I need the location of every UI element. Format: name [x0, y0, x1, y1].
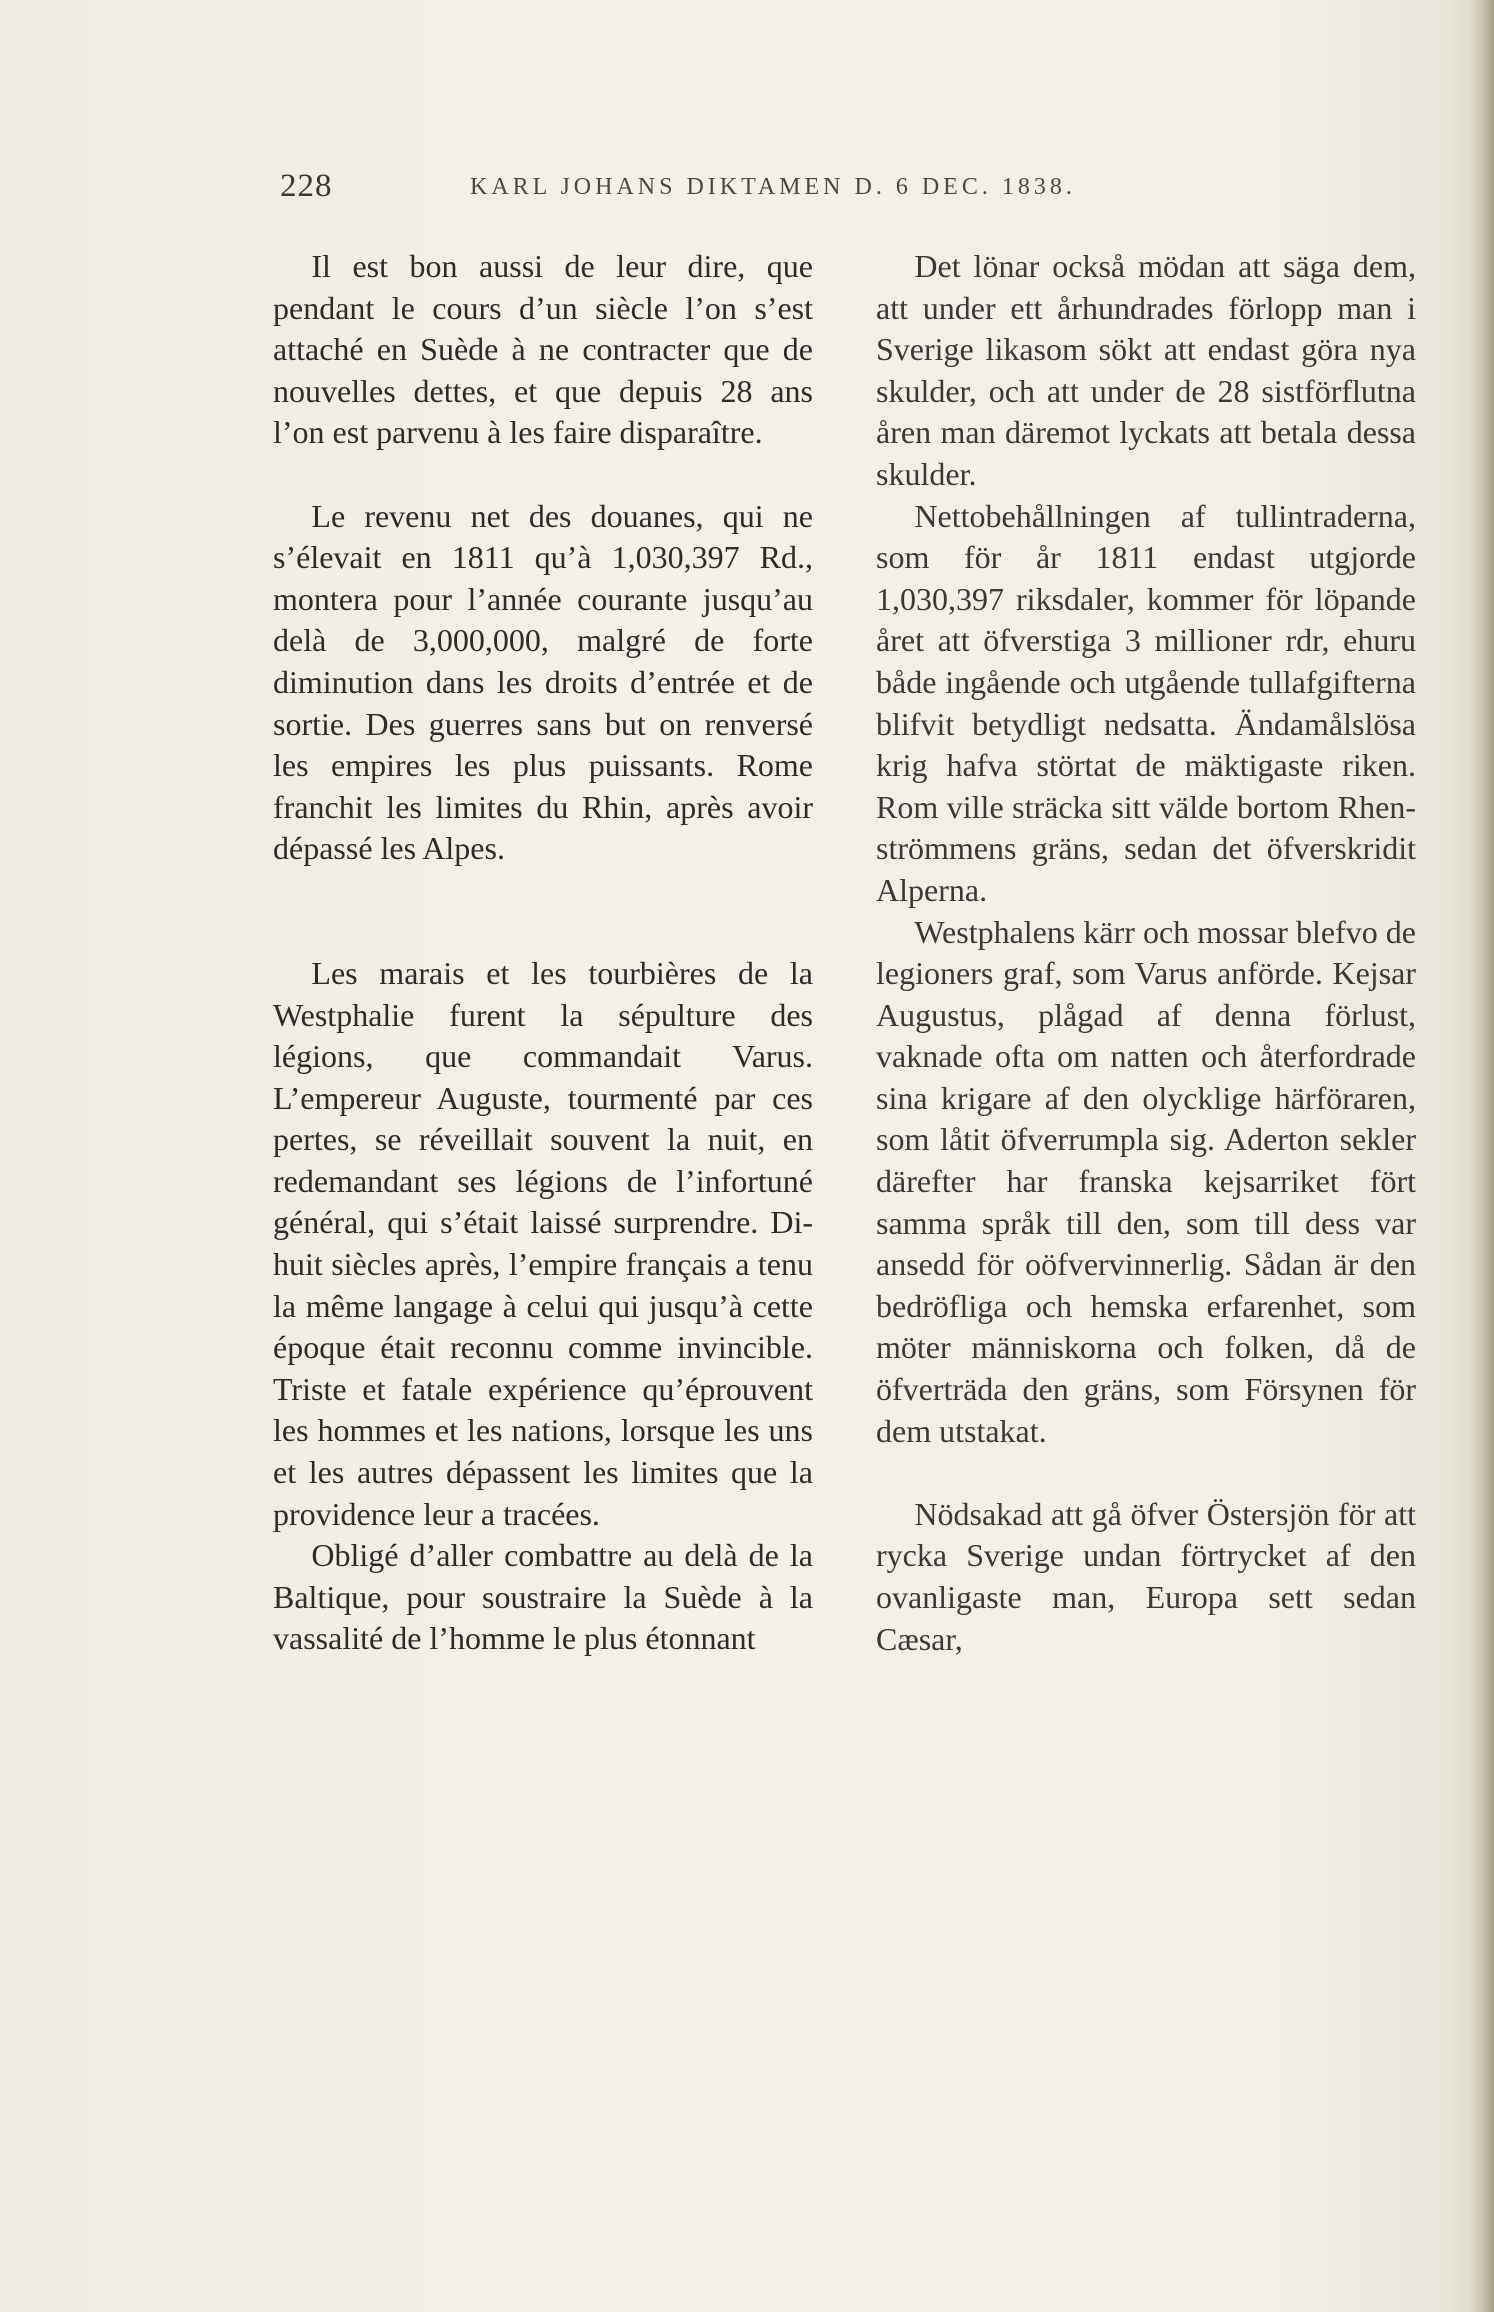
paragraph-gap — [273, 870, 813, 953]
french-column — [273, 246, 813, 1660]
book-spine-shadow — [1468, 0, 1494, 2312]
page-number: 228 — [280, 168, 333, 204]
french-paragraph-3: Les marais et les tourbières de la Westphalie furent la sépulture des légions, que commandait Varus. L’empereur Auguste, tourmenté par ces pertes, se réveillait souvent la nuit, en redemandant ses légions de l’infortuné général, qui s’était laissé surprendre. Di-huit siècles après, l’empire français a tenu la même langage à celui qui jusqu’à cette époque était reconnu comme invincible. Triste et fatale expérience qu’éprouvent les hommes et les nations, lorsque les uns et les autres dépassent les limites que la providence leur a tracées. — [273, 954, 813, 1532]
paragraph-gap — [273, 454, 813, 496]
swedish-paragraph-4: Nödsakad att gå öfver Östersjön för att rycka Sverige undan förtrycket af den ovanligaste man, Europa sett sedan Cæsar, — [876, 1495, 1416, 1657]
french-paragraph-4: Obligé d’aller combattre au delà de la Baltique, pour soustraire la Suède à la vassalité de l’homme le plus étonnant — [273, 1537, 813, 1657]
paragraph-gap — [876, 1452, 1416, 1494]
swedish-paragraph-3: Westphalens kärr och mossar blefvo de legioners graf, som Varus anförde. Kejsar Augustus, plågad af denna förlust, vaknade ofta om natten och återfordrade sina krigare af den olycklige härföraren, som låtit öfverrumpla sig. Aderton sekler därefter har franska kejsarriket fört samma språk till den, som till dess var ansedd för oöfvervinnerlig. Sådan är den bedröfliga och hemska erfarenhet, som möter människorna och folken, då de öfverträda den gräns, som Försynen för dem utstakat. — [876, 913, 1416, 1449]
page-header — [280, 168, 1260, 208]
french-paragraph-1: Il est bon aussi de leur dire, que pendant le cours d’un siècle l’on s’est attaché en Suède à ne contracter que de nouvelles dettes, et que depuis 28 ans l’on est parvenu à les faire disparaître. — [273, 248, 813, 451]
french-paragraph-2: Le revenu net des douanes, qui ne s’élevait en 1811 qu’à 1,030,397 Rd., montera pour l’année courante jusqu’au delà de 3,000,000, malgré de forte diminution dans les droits d’entrée et de sortie. Des guerres sans but on renversé les empires les plus puissants. Rome franchit les limites du Rhin, après avoir dépassé les Alpes. — [273, 497, 813, 867]
swedish-paragraph-2: Nettobehållningen af tullintraderna, som för år 1811 endast utgjorde 1,030,397 riksdaler, kommer för löpande året att öfverstiga 3 millioner rdr, ehuru både ingående och utgående tullafgifterna blifvit betydligt nedsatta. Ändamålslösa krig hafva störtat de mäktigaste riken. Rom ville sträcka sitt välde bortom Rhen-strömmens gräns, sedan det öfverskridit Alperna. — [876, 497, 1416, 908]
swedish-paragraph-1: Det lönar också mödan att säga dem, att under ett århundrades förlopp man i Sverige likasom sökt att endast göra nya skulder, och att under de 28 sistförflutna åren man däremot lyckats att betala dessa skulder. — [876, 248, 1416, 492]
running-head: KARL JOHANS DIKTAMEN D. 6 DEC. 1838. — [470, 174, 1076, 200]
swedish-column — [876, 246, 1416, 1660]
